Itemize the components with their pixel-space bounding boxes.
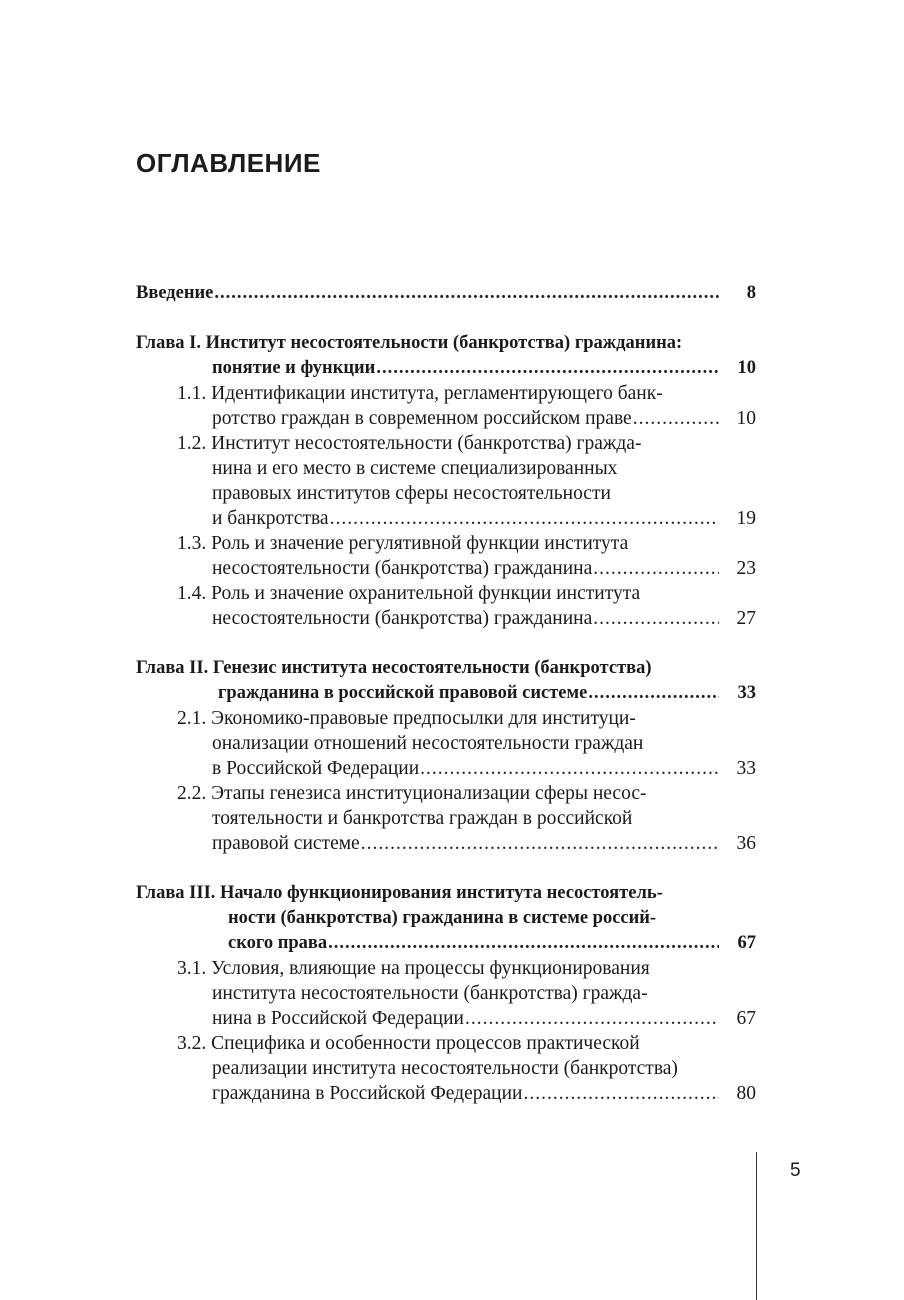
toc-entry-intro[interactable]: [136, 281, 756, 306]
toc-section-3-2-end[interactable]: гражданина в Российской Федерации ..... 80: [212, 1081, 756, 1106]
toc-chapter-3-title-line2[interactable]: ности (банкротства) гражданина в системе россий-: [228, 908, 657, 928]
toc-section-1-2[interactable]: 1.2. Институт несостоятельности (банкротства) гражда-: [177, 433, 642, 454]
page-number: 10: [737, 358, 756, 378]
page-number: 27: [736, 608, 756, 629]
toc-section-3-1-line2[interactable]: института несостоятельности (банкротства) гражда-: [212, 983, 648, 1004]
toc-entry-title: Введение: [136, 283, 214, 303]
page-number: 19: [736, 508, 756, 529]
margin-rule: [756, 1152, 757, 1300]
toc-section-1-2-line3[interactable]: правовых институтов сферы несостоятельности: [212, 483, 611, 504]
leader-dots: [588, 681, 719, 706]
toc-section-2-1-line2[interactable]: онализации отношений несостоятельности граждан: [212, 733, 644, 754]
leader-dots: [361, 831, 719, 856]
toc-section-3-2-line2[interactable]: реализации института несостоятельности (банкротства): [212, 1058, 678, 1079]
page-number: 80: [736, 1083, 756, 1104]
toc-section-3-1[interactable]: 3.1. Условия, влияющие на процессы функционирования: [177, 958, 650, 979]
leader-dots: [465, 1006, 719, 1031]
leader-dots: [420, 756, 719, 781]
leader-dots: [633, 406, 719, 431]
page-number: 8: [746, 283, 756, 303]
leader-dots: [376, 356, 719, 381]
toc-section-3-2[interactable]: 3.2. Специфика и особенности процессов практической: [177, 1033, 640, 1054]
toc-section-1-2-line2[interactable]: нина и его место в системе специализированных: [212, 458, 618, 479]
leader-dots: [214, 281, 719, 306]
toc-section-1-4[interactable]: 1.4. Роль и значение охранительной функции института: [177, 583, 641, 604]
toc-section-2-2[interactable]: 2.2. Этапы генезиса институционализации сферы несос-: [177, 783, 647, 804]
toc-section-1-1-end[interactable]: ротство граждан в современном российском праве ..... 10: [212, 406, 756, 431]
toc-chapter-1-title[interactable]: Глава I. Институт несостоятельности (банкротства) гражданина:: [136, 333, 683, 353]
leader-dots: [593, 606, 719, 631]
toc-section-1-1[interactable]: 1.1. Идентификации института, регламентирующего банк-: [177, 383, 663, 404]
page-number: 36: [736, 833, 756, 854]
toc-section-2-1-end[interactable]: в Российской Федерации ..... 33: [212, 756, 756, 781]
folio-page-number: 5: [790, 1160, 801, 1181]
toc-chapter-3-title-end[interactable]: ского права ..... 67: [228, 931, 756, 956]
toc-chapter-1-title-end[interactable]: понятие и функции ..... 10: [212, 356, 756, 381]
leader-dots: [330, 506, 719, 531]
toc-chapter-2-title-end[interactable]: гражданина в российской правовой системе ..... 33: [218, 681, 756, 706]
page-number: 67: [736, 1008, 756, 1029]
page-number: 67: [737, 933, 756, 953]
page-number: 23: [736, 558, 756, 579]
page-number: 33: [737, 683, 756, 703]
toc-section-1-3[interactable]: 1.3. Роль и значение регулятивной функции института: [177, 533, 629, 554]
page-number: 10: [736, 408, 756, 429]
toc-chapter-3-title[interactable]: Глава III. Начало функционирования института несостоятель-: [136, 883, 663, 903]
leader-dots: [523, 1081, 719, 1106]
toc-section-2-2-end[interactable]: правовой системе ..... 36: [212, 831, 756, 856]
page-number: 33: [736, 758, 756, 779]
toc-chapter-2-title[interactable]: Глава II. Генезис института несостоятельности (банкротства): [136, 658, 652, 678]
leader-dots: [593, 556, 719, 581]
toc-section-3-1-end[interactable]: нина в Российской Федерации ..... 67: [212, 1006, 756, 1031]
toc-section-1-2-end[interactable]: и банкротства ..... 19: [212, 506, 756, 531]
page-title: ОГЛАВЛЕНИЕ: [136, 148, 321, 178]
leader-dots: [328, 931, 719, 956]
toc-section-2-1[interactable]: 2.1. Экономико-правовые предпосылки для институци-: [177, 708, 636, 729]
toc-section-1-4-end[interactable]: несостоятельности (банкротства) гражданина ..... 27: [212, 606, 756, 631]
toc-section-1-3-end[interactable]: несостоятельности (банкротства) гражданина ..... 23: [212, 556, 756, 581]
toc-section-2-2-line2[interactable]: тоятельности и банкротства граждан в российской: [212, 808, 633, 829]
